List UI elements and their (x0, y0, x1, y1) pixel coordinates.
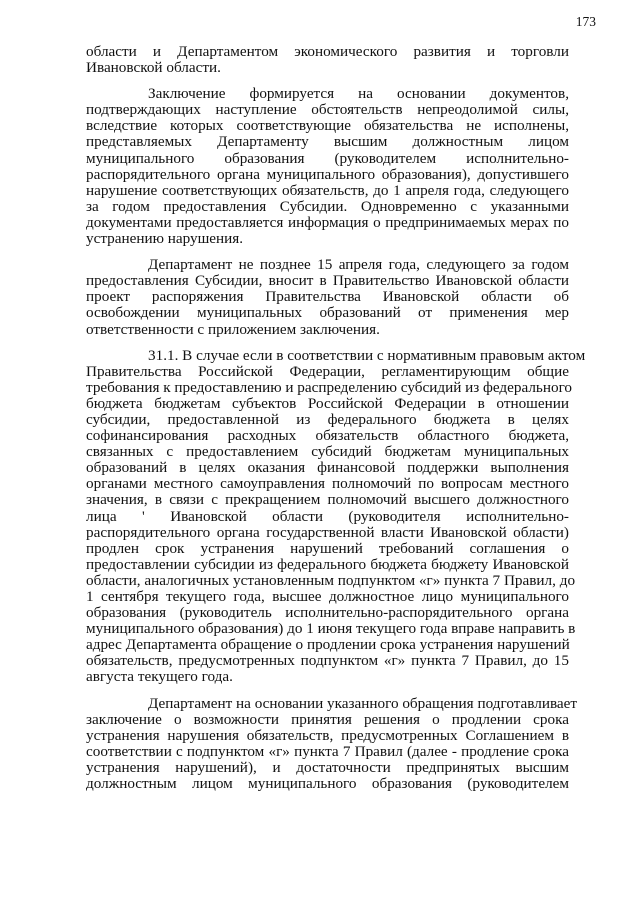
document-body (86, 43, 586, 802)
text-line: представляемых Департаменту высшим должностным лицом (86, 133, 569, 151)
text-line: августа текущего года. (86, 668, 233, 686)
text-line: распорядительного органа государственной власти Ивановской области) (86, 523, 569, 541)
text-line: за годом предоставления Субсидии. Одновременно с указанными (86, 197, 569, 215)
text-line: проект распоряжения Правительства Ивановской области об (86, 288, 569, 306)
text-line: подтверждающих наступление обстоятельств непреодолимой силы, (86, 101, 569, 119)
text-line: Заключение формируется на основании документов, (148, 85, 569, 103)
text-line: освобождении муниципальных образований от применения мер (86, 304, 569, 322)
paragraph-1 (86, 44, 569, 76)
text-line: предоставления Субсидии, вносит в Правительство Ивановской области (86, 272, 569, 290)
text-line: Департамент не позднее 15 апреля года, следующего за годом (148, 256, 569, 274)
text-line: Правительства Российской Федерации, регламентирующим общие (86, 362, 569, 380)
text-line: ответственности с приложением заключения. (86, 320, 380, 338)
page-number: 173 (575, 14, 596, 29)
paragraph-5 (86, 694, 578, 793)
text-line: образования (руководитель исполнительно-распорядительного органа (86, 604, 569, 622)
text-line: 1 сентября текущего года, высшее должностное лицо муниципального (86, 588, 569, 605)
text-line: заключение о возможности принятия решения о продлении срока (86, 710, 569, 728)
text-line: устранения нарушения обязательств, предусмотренных Соглашением в (86, 726, 569, 744)
text-line: области, аналогичных установленным подпунктом «г» пункта 7 Правил, до (86, 571, 576, 589)
text-line: бюджета бюджетам субъектов Российской Федерации в отношении (86, 394, 569, 412)
text-line: устранению нарушения. (86, 230, 244, 248)
text-line: муниципального образования (руководителем исполнительно- (86, 149, 569, 167)
text-line: лица ' Ивановской области (руководителя исполнительно- (86, 507, 569, 525)
text-line: вследствие которых соответствующие обязательства не исполнены, (86, 117, 569, 135)
text-line: субсидии, предоставленной из федерального бюджета в целях (86, 410, 569, 428)
text-line: обязательств, предусмотренных подпунктом «г» пункта 7 Правил, до 15 (86, 652, 569, 670)
text-line: требования к предоставлению и распределению субсидий из федерального (86, 378, 573, 396)
text-line: значения, в связи с прекращением полномочий высшего должностного (86, 491, 569, 509)
text-line: Департамент на основании указанного обращения подготавливает (148, 694, 578, 712)
text-line: Ивановской области. (86, 59, 221, 77)
text-line: софинансирования расходных обязательств областного бюджета, (86, 427, 569, 445)
text-line: образований в целях оказания финансовой поддержки выполнения (86, 459, 569, 477)
text-line: продлен срок устранения нарушений требований соглашения о (86, 539, 569, 557)
text-line: органами местного самоуправления полномочий по вопросам местного (86, 475, 569, 493)
text-line: предоставлении субсидии из федерального бюджета бюджету Ивановской (86, 555, 569, 573)
text-line: муниципального образования) до 1 июня текущего года вправе направить в (86, 620, 576, 638)
text-line: нарушение соответствующих обязательств, до 1 апреля года, следующего (86, 181, 569, 199)
text-line: связанных с предоставлением субсидий бюджетам муниципальных (86, 443, 569, 461)
text-line: распорядительного органа муниципального образования), допустившего (86, 165, 569, 183)
text-line: должностным лицом муниципального образования (руководителем (86, 775, 569, 793)
paragraph-2 (86, 86, 569, 247)
paragraph-3 (86, 257, 569, 337)
paragraph-4 (86, 346, 586, 686)
text-line: адрес Департамента обращение о продлении срока устранения нарушений (86, 636, 570, 654)
text-line: области и Департаментом экономического развития и торговли (86, 43, 569, 60)
text-line: 31.1. В случае если в соответствии с нормативным правовым актом (148, 346, 586, 364)
text-line: документами предоставляется информация о предпринимаемых мерах по (86, 213, 569, 231)
text-line: соответствии с подпунктом «г» пункта 7 Правил (далее - продление срока (86, 742, 569, 760)
text-line: устранения нарушений), и достаточности предпринятых высшим (86, 758, 569, 776)
